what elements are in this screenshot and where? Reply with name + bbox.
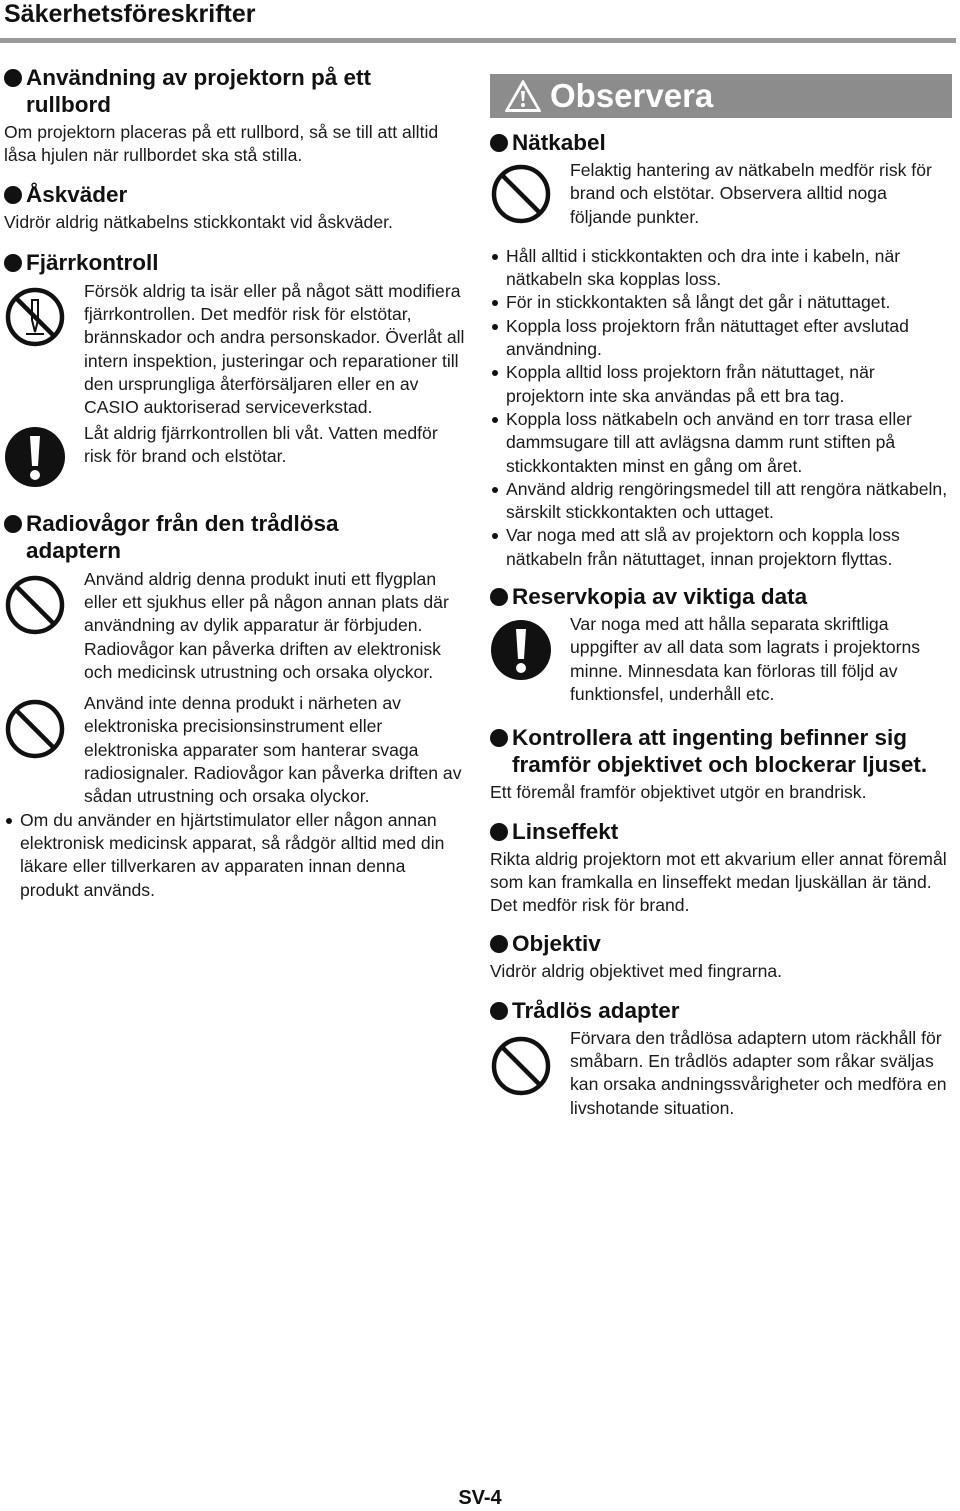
warning-text: Använd inte denna produkt i närheten av elektroniska precisionsinstrument eller elektroniska apparater som hanterar svaga radiosignaler. Radiovågor kan påverka driften av sådan utrustning och orsaka olyckor. bbox=[84, 693, 462, 807]
list-item: För in stickkontakten så långt det går i nätuttaget. bbox=[490, 291, 952, 314]
page-title: Säkerhetsföreskrifter bbox=[4, 0, 256, 28]
bullet-dot-icon bbox=[490, 729, 508, 747]
warning-fjarrkontroll-disassemble bbox=[4, 280, 468, 420]
prohibition-icon bbox=[4, 692, 84, 760]
section-heading-linseffekt bbox=[490, 818, 952, 845]
bullet-dot-icon bbox=[490, 134, 508, 152]
section-heading-reservkopia bbox=[490, 583, 952, 610]
title-divider bbox=[0, 38, 956, 43]
heading-text: Reservkopia av viktiga data bbox=[512, 584, 808, 610]
warning-fjarrkontroll-water bbox=[4, 422, 468, 488]
section-text-objektiv: Vidrör aldrig objektivet med fingrarna. bbox=[490, 961, 783, 982]
heading-text: Fjärrkontroll bbox=[26, 249, 159, 275]
right-column bbox=[490, 74, 952, 1120]
exclamation-icon bbox=[490, 613, 570, 681]
heading-text: Linseffekt bbox=[512, 818, 619, 844]
list-item: Var noga med att slå av projektorn och koppla loss nätkabeln från nätuttaget, innan projektorn flyttas. bbox=[490, 524, 952, 571]
bullet-dot-icon bbox=[490, 935, 508, 953]
bullet-dot-icon bbox=[4, 254, 22, 272]
section-heading-fjarrkontroll bbox=[4, 249, 468, 276]
list-item: Använd aldrig rengöringsmedel till att rengöra nätkabeln, särskilt stickkontakten och uttaget. bbox=[490, 478, 952, 525]
observe-label: Observera bbox=[550, 77, 714, 114]
section-heading-natkabel bbox=[490, 129, 952, 156]
heading-text: Nätkabel bbox=[512, 130, 606, 155]
warning-natkabel bbox=[490, 159, 952, 229]
bullet-dot-icon bbox=[4, 186, 22, 204]
heading-text: Åskväder bbox=[26, 181, 128, 207]
warning-reservkopia bbox=[490, 613, 952, 706]
bullet-dot-icon bbox=[4, 69, 22, 87]
warning-text: Låt aldrig fjärrkontrollen bli våt. Vatten medför risk för brand och elstötar. bbox=[84, 422, 438, 466]
prohibition-icon bbox=[490, 1027, 570, 1097]
section-text-linseffekt: Rikta aldrig projektorn mot ett akvarium eller annat föremål som kan framkalla en linseffekt medan ljuskällan är tänd. Det medför risk för brand. bbox=[490, 848, 947, 916]
radio-bullet-list bbox=[4, 809, 459, 902]
warning-text: Försök aldrig ta isär eller på något sätt modifiera fjärrkontrollen. Det medför risk för elstötar, brännskador och andra personskador. Överlåt all intern inspektion, justeringar och reparationer till den ursprungliga återförsäljaren eller en av CASIO auktoriserad serviceverkstad. bbox=[84, 280, 465, 418]
heading-text: Radiovågor från den trådlösa adaptern bbox=[26, 510, 339, 563]
warning-radio-aircraft bbox=[4, 568, 468, 684]
heading-text: Trådlös adapter bbox=[512, 997, 680, 1023]
heading-text: Kontrollera att ingenting befinner sig framför objektivet och blockerar ljuset. bbox=[512, 725, 928, 778]
section-heading-objektivhinder bbox=[490, 724, 952, 778]
section-text-objektivhinder: Ett föremål framför objektivet utgör en brandrisk. bbox=[490, 782, 867, 803]
section-heading-rullbord bbox=[4, 64, 468, 118]
section-text-askvader: Vidrör aldrig nätkabelns stickkontakt vid åskväder. bbox=[4, 211, 393, 232]
section-heading-objektiv bbox=[490, 930, 952, 957]
section-heading-tradlos bbox=[490, 997, 952, 1024]
prohibition-icon bbox=[4, 568, 84, 636]
heading-text: Användning av projektorn på ett rullbord bbox=[26, 65, 372, 117]
page-number: SV-4 bbox=[458, 1487, 502, 1509]
heading-text: Objektiv bbox=[512, 931, 601, 957]
natkabel-bullet-list bbox=[490, 245, 952, 571]
warning-text: Använd aldrig denna produkt inuti ett flygplan eller ett sjukhus eller på någon annan plats där användning av dylik apparatur är förbjuden. Radiovågor kan påverka driften av elektronisk och medicinsk utrustning och orsaka olyckor. bbox=[84, 568, 449, 682]
section-heading-askvader bbox=[4, 181, 468, 208]
warning-radio-instruments bbox=[4, 692, 468, 808]
bullet-dot-icon bbox=[4, 515, 22, 533]
do-not-disassemble-icon bbox=[4, 280, 84, 348]
bullet-dot-icon bbox=[490, 823, 508, 841]
warning-tradlos bbox=[490, 1027, 952, 1120]
warning-text: Förvara den trådlösa adaptern utom räckhåll för småbarn. En trådlös adapter som råkar sväljas kan orsaka andningssvårigheter och medföra en livshotande situation. bbox=[570, 1027, 947, 1118]
list-item: Koppla alltid loss projektorn från nätuttaget, när projektorn inte ska användas på ett bra tag. bbox=[490, 361, 952, 408]
exclamation-icon bbox=[4, 422, 84, 488]
warning-triangle-icon bbox=[504, 79, 542, 113]
prohibition-icon bbox=[490, 159, 570, 225]
left-column bbox=[4, 64, 468, 902]
observe-banner bbox=[490, 74, 952, 118]
section-heading-radio bbox=[4, 510, 468, 564]
section-text-rullbord: Om projektorn placeras på ett rullbord, så se till att alltid låsa hjulen när rullbordet ska stå stilla. bbox=[4, 122, 439, 166]
bullet-dot-icon bbox=[490, 1002, 508, 1020]
bullet-dot-icon bbox=[490, 588, 508, 606]
warning-text: Var noga med att hålla separata skriftliga uppgifter av all data som lagrats i projektorns minne. Minnesdata kan förloras till följd av funktionsfel, underhåll etc. bbox=[570, 614, 921, 704]
list-item: Koppla loss nätkabeln och använd en torr trasa eller dammsugare till att avlägsna damm runt stiften på stickkontakten minst en gång om året. bbox=[490, 408, 952, 478]
warning-text: Felaktig hantering av nätkabeln medför risk för brand och elstötar. Observera alltid noga följande punkter. bbox=[570, 160, 932, 227]
list-item: Håll alltid i stickkontakten och dra inte i kabeln, när nätkabeln ska kopplas loss. bbox=[490, 245, 952, 292]
list-item: Koppla loss projektorn från nätuttaget efter avslutad användning. bbox=[490, 315, 952, 362]
list-item: Om du använder en hjärtstimulator eller någon annan elektronisk medicinsk apparat, så rådgör alltid med din läkare eller tillverkaren av apparaten innan denna produkt används. bbox=[4, 809, 459, 902]
